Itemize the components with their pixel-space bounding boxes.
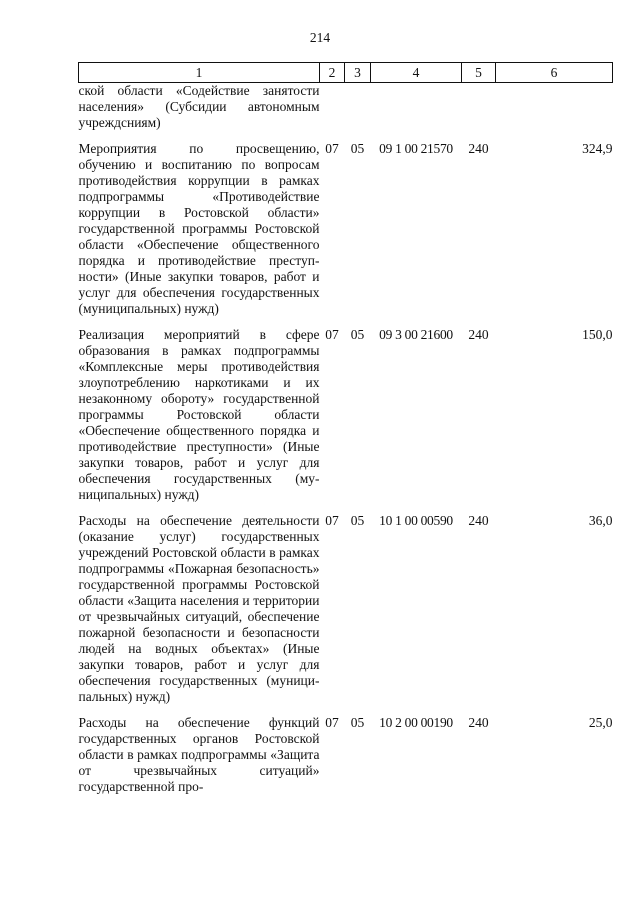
column-header-2: 2 <box>320 63 345 83</box>
column-header-1: 1 <box>79 63 320 83</box>
row-description: Расходы на обеспечение деятельности (оказание услуг) государственных учреждений Ростовской области в рамках подпрограммы «Пожарная безопасность» государственной программы Ростовской области «Защита населения и территории от чрезвычайных ситуаций, обеспечение пожарной безопасности и безопасности людей на водных объектах» (Иные закупки товаров, работ и услуг для обеспечения государственных (муниципальных) нужд) <box>78 513 320 704</box>
row-target-article: 09 3 00 21600 <box>379 327 453 342</box>
row-expense-type: 240 <box>468 715 489 730</box>
row-subsection <box>345 83 371 142</box>
row-expense-type: 240 <box>468 327 489 342</box>
row-expense-type <box>462 83 496 142</box>
row-expense-type: 240 <box>468 141 489 156</box>
column-header-4: 4 <box>371 63 462 83</box>
row-description: ской области «Содействие занятости населения» (Субсидии автономным учреждсниям) <box>78 83 320 130</box>
row-amount: 150,0 <box>582 327 613 342</box>
row-target-article: 09 1 00 21570 <box>379 141 453 156</box>
row-subsection: 05 <box>350 141 365 156</box>
table-row <box>79 715 613 795</box>
column-header-3: 3 <box>345 63 371 83</box>
table-row <box>79 141 613 327</box>
row-target-article <box>371 83 462 142</box>
table-header-row <box>79 63 613 83</box>
row-description: Мероприятия по просвещению, обучению и воспитанию по вопросам противодействия коррупции в рамках подпрограммы «Противодействие коррупции в Ростовской области» государственной программы Ростовской области «Обеспечение общественного порядка и противодействие преступности» (Иные закупки товаров, работ и услуг для обеспечения государственных (муниципальных) нужд) <box>78 141 320 316</box>
row-expense-type: 240 <box>468 513 489 528</box>
page-number: 214 <box>309 30 331 45</box>
table-row <box>79 513 613 715</box>
row-subsection: 05 <box>350 513 365 528</box>
row-section: 07 <box>325 327 339 342</box>
row-amount <box>496 83 613 142</box>
row-subsection: 05 <box>350 715 365 730</box>
row-description: Реализация мероприятий в сфере образования в рамках подпрограммы «Комплексные меры противодействия злоупотреблению наркотиками и их незаконному обороту» государственной программы Ростовской области «Обеспечение общественного порядка и противодействие преступности» (Иные закупки товаров, работ и услуг для обеспечения государственных (муниципальных) нужд) <box>78 327 320 502</box>
row-target-article: 10 1 00 00590 <box>379 513 453 528</box>
column-header-6: 6 <box>496 63 613 83</box>
row-target-article: 10 2 00 00190 <box>379 715 453 730</box>
row-amount: 36,0 <box>588 513 613 528</box>
row-amount: 25,0 <box>588 715 613 730</box>
row-section: 07 <box>325 141 339 156</box>
row-section <box>320 83 345 142</box>
row-amount: 324,9 <box>582 141 613 156</box>
row-subsection: 05 <box>350 327 365 342</box>
budget-table <box>78 62 613 795</box>
row-section: 07 <box>325 715 339 730</box>
table-row <box>79 327 613 513</box>
row-section: 07 <box>325 513 339 528</box>
table-row <box>79 83 613 142</box>
row-description: Расходы на обеспечение функций государственных органов Ростовской области в рамках подпрограммы «Защита от чрезвычайных ситуаций» государственной про- <box>78 715 320 794</box>
column-header-5: 5 <box>462 63 496 83</box>
